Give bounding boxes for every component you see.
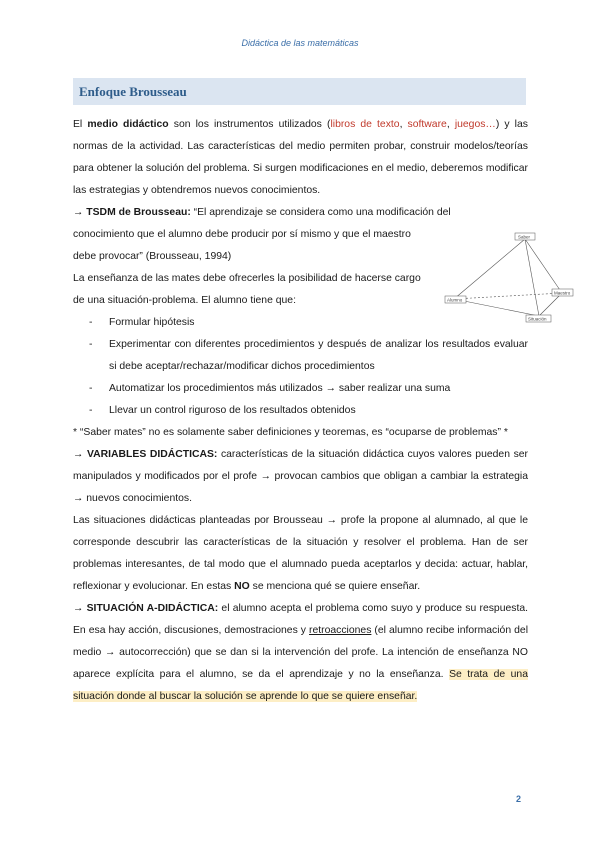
tsdm-paragraph: → TSDM de Brousseau: “El aprendizaje se considera como una modificación del bbox=[73, 207, 451, 218]
list-item: - Automatizar los procedimientos más utilizados → saber realizar una suma bbox=[89, 383, 451, 394]
diagram-label-top: Saber bbox=[518, 234, 531, 240]
tsdm-line-3: debe provocar” (Brousseau, 1994) bbox=[73, 251, 232, 262]
adidactic-paragraph: → SITUACIÓN A-DIDÁCTICA: el alumno acepta el problema como suyo y produce su respuesta. En esa hay acción, discusiones, demostraciones y retroacciones (el alumno recibe información del medio → autocorrección) que se dan si la intervención del profe. La intención de enseñanza NO aparece explícita para el alumno, se da el aprendizaje y no la enseñanza. Se trata de una situación donde al buscar la solución se aprende lo que se quiere enseñar. bbox=[73, 603, 529, 702]
section-title: Enfoque Brousseau bbox=[79, 84, 187, 99]
diagram-label-bottom: Situación bbox=[528, 316, 547, 322]
section-header bbox=[73, 78, 526, 105]
list-item: - Formular hipótesis bbox=[89, 317, 195, 328]
student-steps-list bbox=[73, 312, 528, 422]
teaching-line-1: La enseñanza de las mates debe ofrecerles la posibilidad de hacerse cargo bbox=[73, 273, 421, 284]
tsdm-label: TSDM de Brousseau: bbox=[86, 207, 191, 218]
example-games: juegos… bbox=[454, 119, 496, 130]
example-software: software bbox=[407, 119, 447, 130]
variables-paragraph: → VARIABLES DIDÁCTICAS: características de la situación didáctica cuyos valores pueden ser manipulados y modificados por el profe → provocan cambios que obligan a cambiar la estrategia → nuevos conocimientos. bbox=[73, 449, 528, 504]
term-medio-didactico: medio didáctico bbox=[87, 119, 169, 130]
document-body bbox=[73, 114, 528, 708]
page-number: 2 bbox=[516, 794, 522, 804]
list-item: - Llevar un control riguroso de los resultados obtenidos bbox=[89, 405, 356, 416]
note-paragraph: * “Saber mates” no es solamente saber definiciones y teoremas, es “ocuparse de problemas” * bbox=[73, 427, 508, 438]
tsdm-line-2: conocimiento que el alumno debe producir por sí mismo y que el maestro bbox=[73, 229, 411, 240]
intro-paragraph: El medio didáctico son los instrumentos utilizados (libros de texto, software, juegos…) y las normas de la actividad. Las características del medio permiten probar, construir modelos/teorías para obtener la solución del problema. Si surgen modificaciones en el medio, deberemos modificar las estrategias y obtendremos nuevos conocimientos. bbox=[73, 119, 528, 196]
didactic-pyramid-diagram bbox=[444, 230, 574, 325]
example-text-books: libros de texto bbox=[330, 119, 400, 130]
list-item: - Experimentar con diferentes procedimientos y después de analizar los resultados evaluar si debe aceptar/rechazar/modificar dichos procedimientos bbox=[89, 339, 528, 372]
situations-paragraph: Las situaciones didácticas planteadas por Brousseau → profe la propone al alumnado, al que le corresponde descubrir las características de la situación y resolver el problema. Han de ser problemas interesantes, de tal modo que el alumnado pueda aceptarlos y decida: actuar, hablar, reflexionar y evolucionar. En estas NO se menciona qué se quiere enseñar. bbox=[73, 515, 528, 592]
diagram-label-left: Alumno bbox=[447, 297, 463, 303]
teaching-line-2: de una situación-problema. El alumno tiene que: bbox=[73, 295, 296, 306]
diagram-label-right: Maestro bbox=[554, 290, 571, 296]
running-header: Didáctica de las matemáticas bbox=[241, 38, 359, 48]
adidactic-label: SITUACIÓN A-DIDÁCTICA: bbox=[86, 603, 219, 614]
variables-label: VARIABLES DIDÁCTICAS: bbox=[86, 449, 218, 460]
retroacciones-term: retroacciones bbox=[309, 625, 372, 636]
highlighted-sentence: Se trata de una situación donde al buscar la solución se aprende lo que se quiere enseñar. bbox=[73, 669, 528, 702]
